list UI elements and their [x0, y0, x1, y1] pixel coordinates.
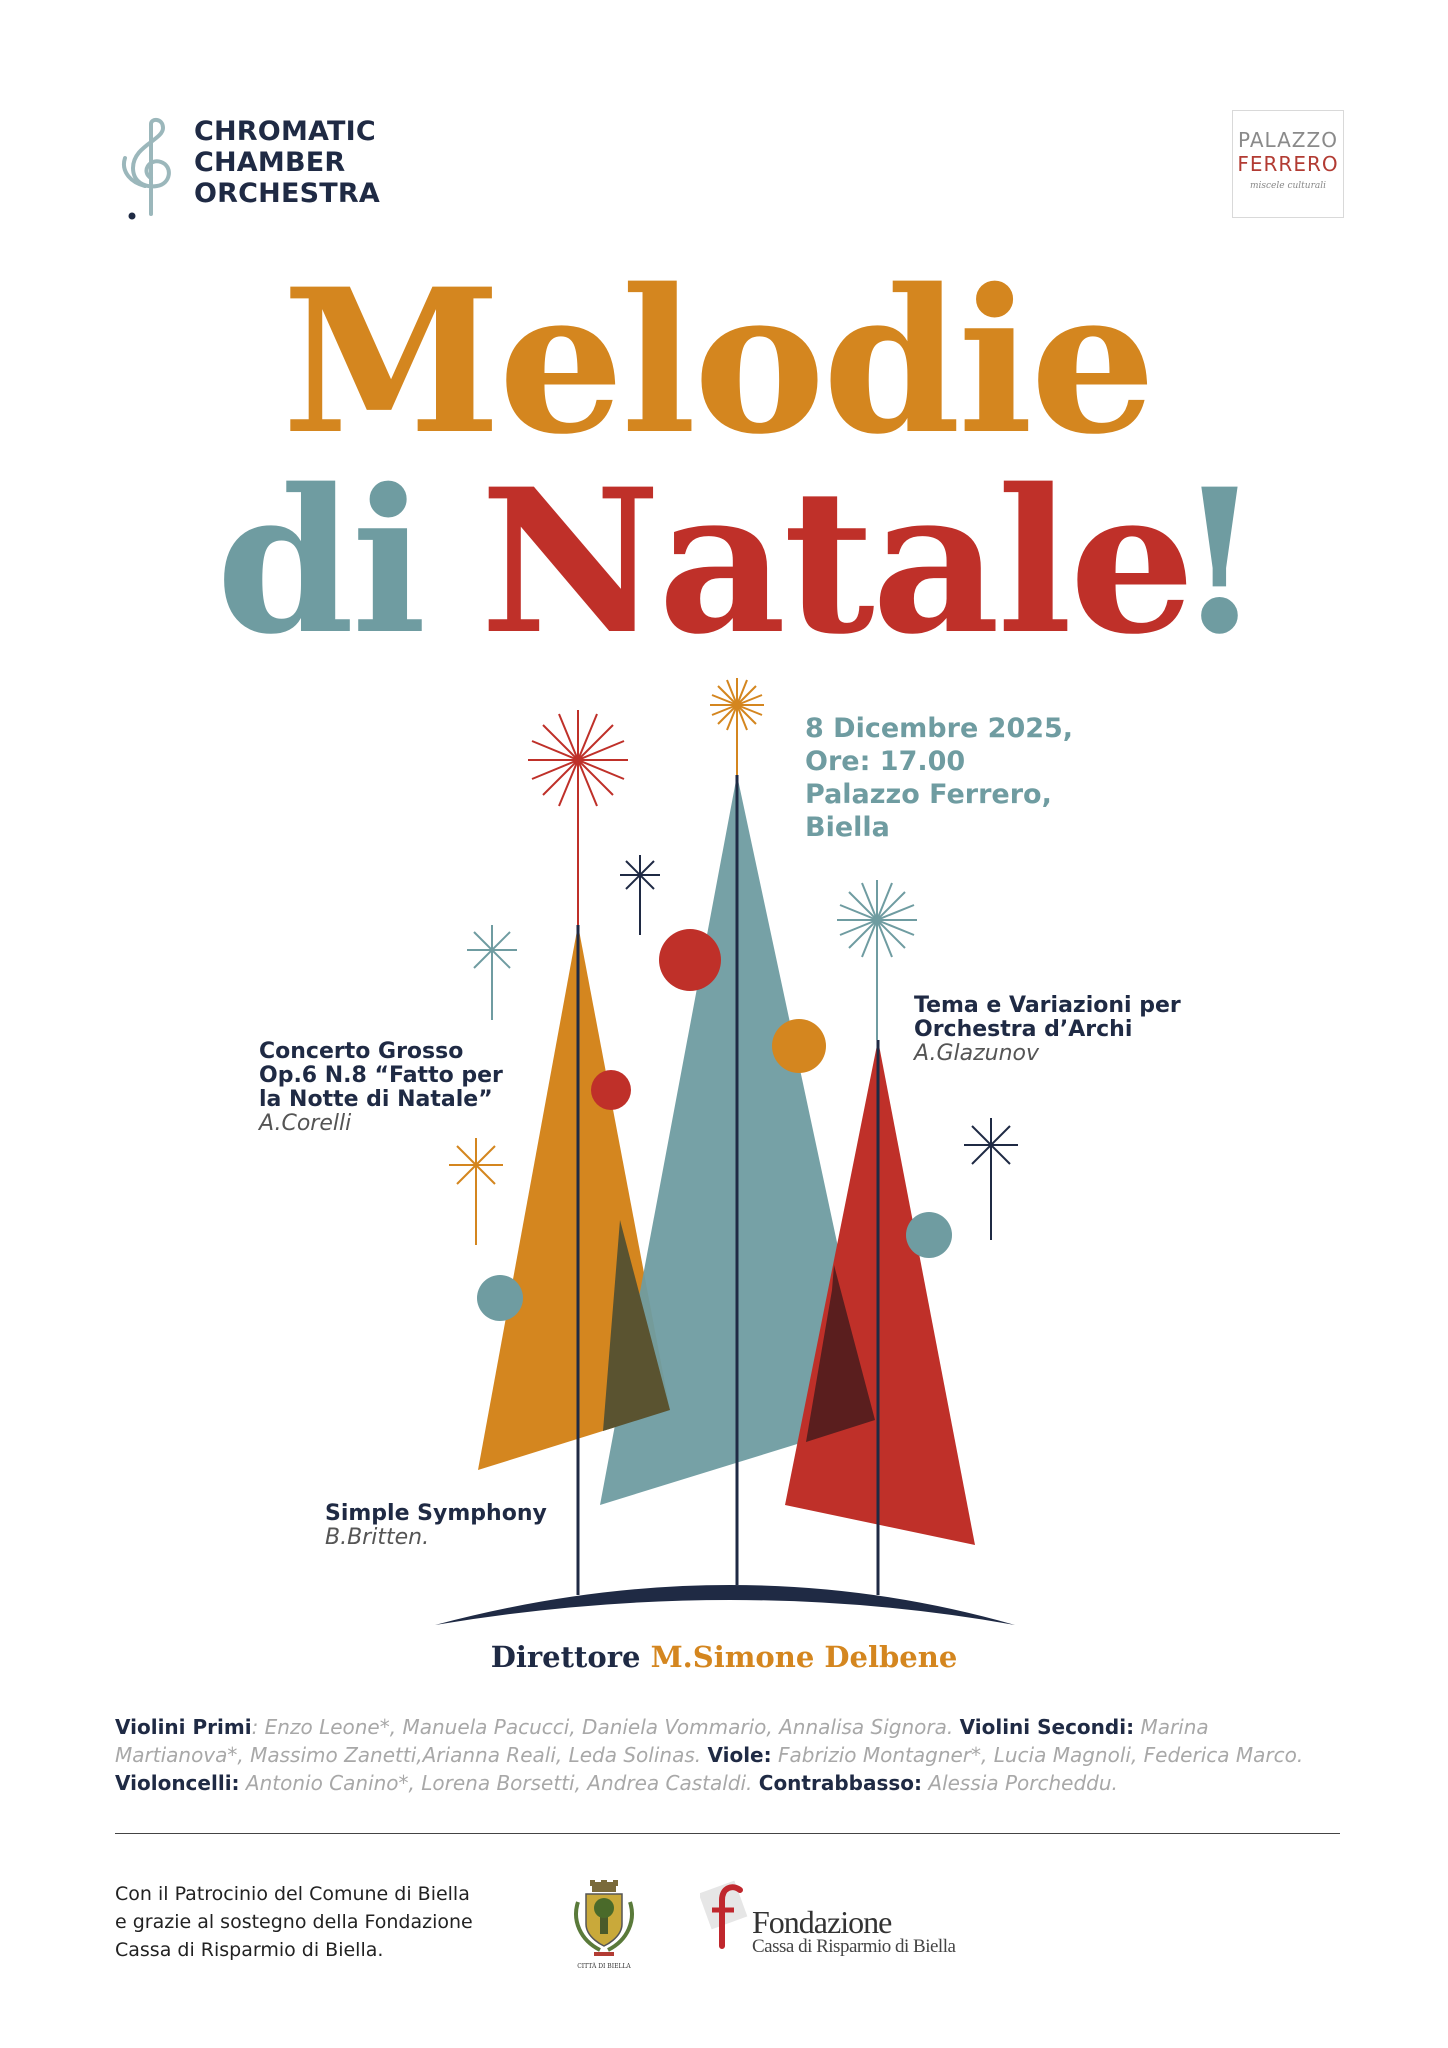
- ornament-ball-icon: [772, 1019, 826, 1073]
- starburst-icon: [467, 925, 517, 1020]
- patronage-text: [115, 1880, 473, 1964]
- piece-title-line: Concerto Grosso: [259, 1039, 464, 1064]
- section-role: Contrabbasso:: [758, 1771, 923, 1795]
- section-role: Violoncelli:: [115, 1771, 240, 1795]
- program-piece-glazunov: [914, 994, 1181, 1066]
- section-names: Enzo Leone*, Manuela Pacucci, Daniela Vommario, Annalisa Signora.: [264, 1715, 954, 1739]
- piece-title-line: Orchestra d’Archi: [914, 1017, 1133, 1042]
- title-melodie: Melodie: [282, 245, 1154, 478]
- orchestra-name-line2: CHAMBER: [194, 147, 346, 178]
- piece-composer: B.Britten.: [325, 1525, 430, 1550]
- starburst-icon: [964, 1118, 1018, 1240]
- director-label: Direttore: [490, 1640, 641, 1674]
- foundation-f-icon: [700, 1880, 758, 1952]
- piece-title-line: la Notte di Natale”: [259, 1087, 493, 1112]
- starburst-icon: [837, 880, 917, 960]
- program-piece-corelli: [259, 1040, 503, 1136]
- starburst-icon: [449, 1138, 503, 1245]
- orchestra-name-line1: CHROMATIC: [194, 116, 376, 147]
- piece-title-line: Simple Symphony: [325, 1501, 547, 1526]
- fondazione-logo: [700, 1880, 956, 1965]
- event-time: Ore: 17.00: [805, 746, 966, 777]
- venue-logo-tagline: miscele culturali: [1249, 181, 1327, 191]
- venue-logo-line1: PALAZZO: [1238, 128, 1338, 152]
- orchestra-name-line3: ORCHESTRA: [194, 178, 380, 209]
- patronage-line: Cassa di Risparmio di Biella.: [115, 1939, 384, 1961]
- section-names: Alessia Porcheddu.: [928, 1771, 1118, 1795]
- patronage-line: e grazie al sostegno della Fondazione: [115, 1911, 473, 1933]
- ornament-ball-icon: [477, 1275, 523, 1321]
- foundation-subtitle: Cassa di Risparmio di Biella: [752, 1936, 956, 1957]
- city-crest-icon: [570, 1880, 638, 1964]
- event-details: [805, 712, 1073, 844]
- piece-composer: A.Glazunov: [914, 1041, 1040, 1066]
- section-role: Viole:: [707, 1743, 772, 1767]
- ornament-ball-icon: [659, 929, 721, 991]
- section-names: Marina Martianova*, Massimo Zanetti,Arianna Reali, Leda Solinas.: [115, 1715, 1209, 1767]
- starburst-icon: [710, 678, 764, 732]
- event-date: 8 Dicembre 2025,: [805, 713, 1074, 744]
- section-sep: :: [251, 1715, 265, 1739]
- starburst-icon: [620, 855, 660, 895]
- footer-divider: [115, 1833, 1340, 1834]
- piece-title-line: Op.6 N.8 “Fatto per: [259, 1063, 503, 1088]
- program-piece-britten: [325, 1502, 547, 1550]
- crest-caption: CITTÀ DI BIELLA: [577, 1963, 631, 1970]
- title-di: di: [216, 445, 424, 678]
- section-role: Violini Secondi:: [959, 1715, 1135, 1739]
- section-role: Violini Primi: [115, 1715, 252, 1739]
- ground-arc: [435, 1585, 1015, 1625]
- title-exclamation: !: [1176, 445, 1260, 678]
- ornament-ball-icon: [906, 1212, 952, 1258]
- piece-title-line: Tema e Variazioni per: [914, 993, 1181, 1018]
- section-names: Antonio Canino*, Lorena Borsetti, Andrea Castaldi.: [245, 1771, 753, 1795]
- event-venue: Palazzo Ferrero,: [805, 779, 1052, 810]
- foundation-name: Fondazione: [752, 1904, 892, 1940]
- starburst-icon: [528, 710, 628, 810]
- musicians-list: [115, 1713, 1340, 1797]
- piece-composer: A.Corelli: [259, 1111, 352, 1136]
- ornament-ball-icon: [591, 1070, 631, 1110]
- patronage-line: Con il Patrocinio del Comune di Biella: [115, 1883, 470, 1905]
- director-line: [0, 1640, 1448, 1674]
- section-names: Fabrizio Montagner*, Lucia Magnoli, Federica Marco.: [777, 1743, 1304, 1767]
- event-city: Biella: [805, 812, 890, 843]
- venue-logo-line2: FERRERO: [1237, 152, 1339, 176]
- title-natale: Natale: [480, 445, 1193, 678]
- director-name: M.Simone Delbene: [650, 1640, 958, 1674]
